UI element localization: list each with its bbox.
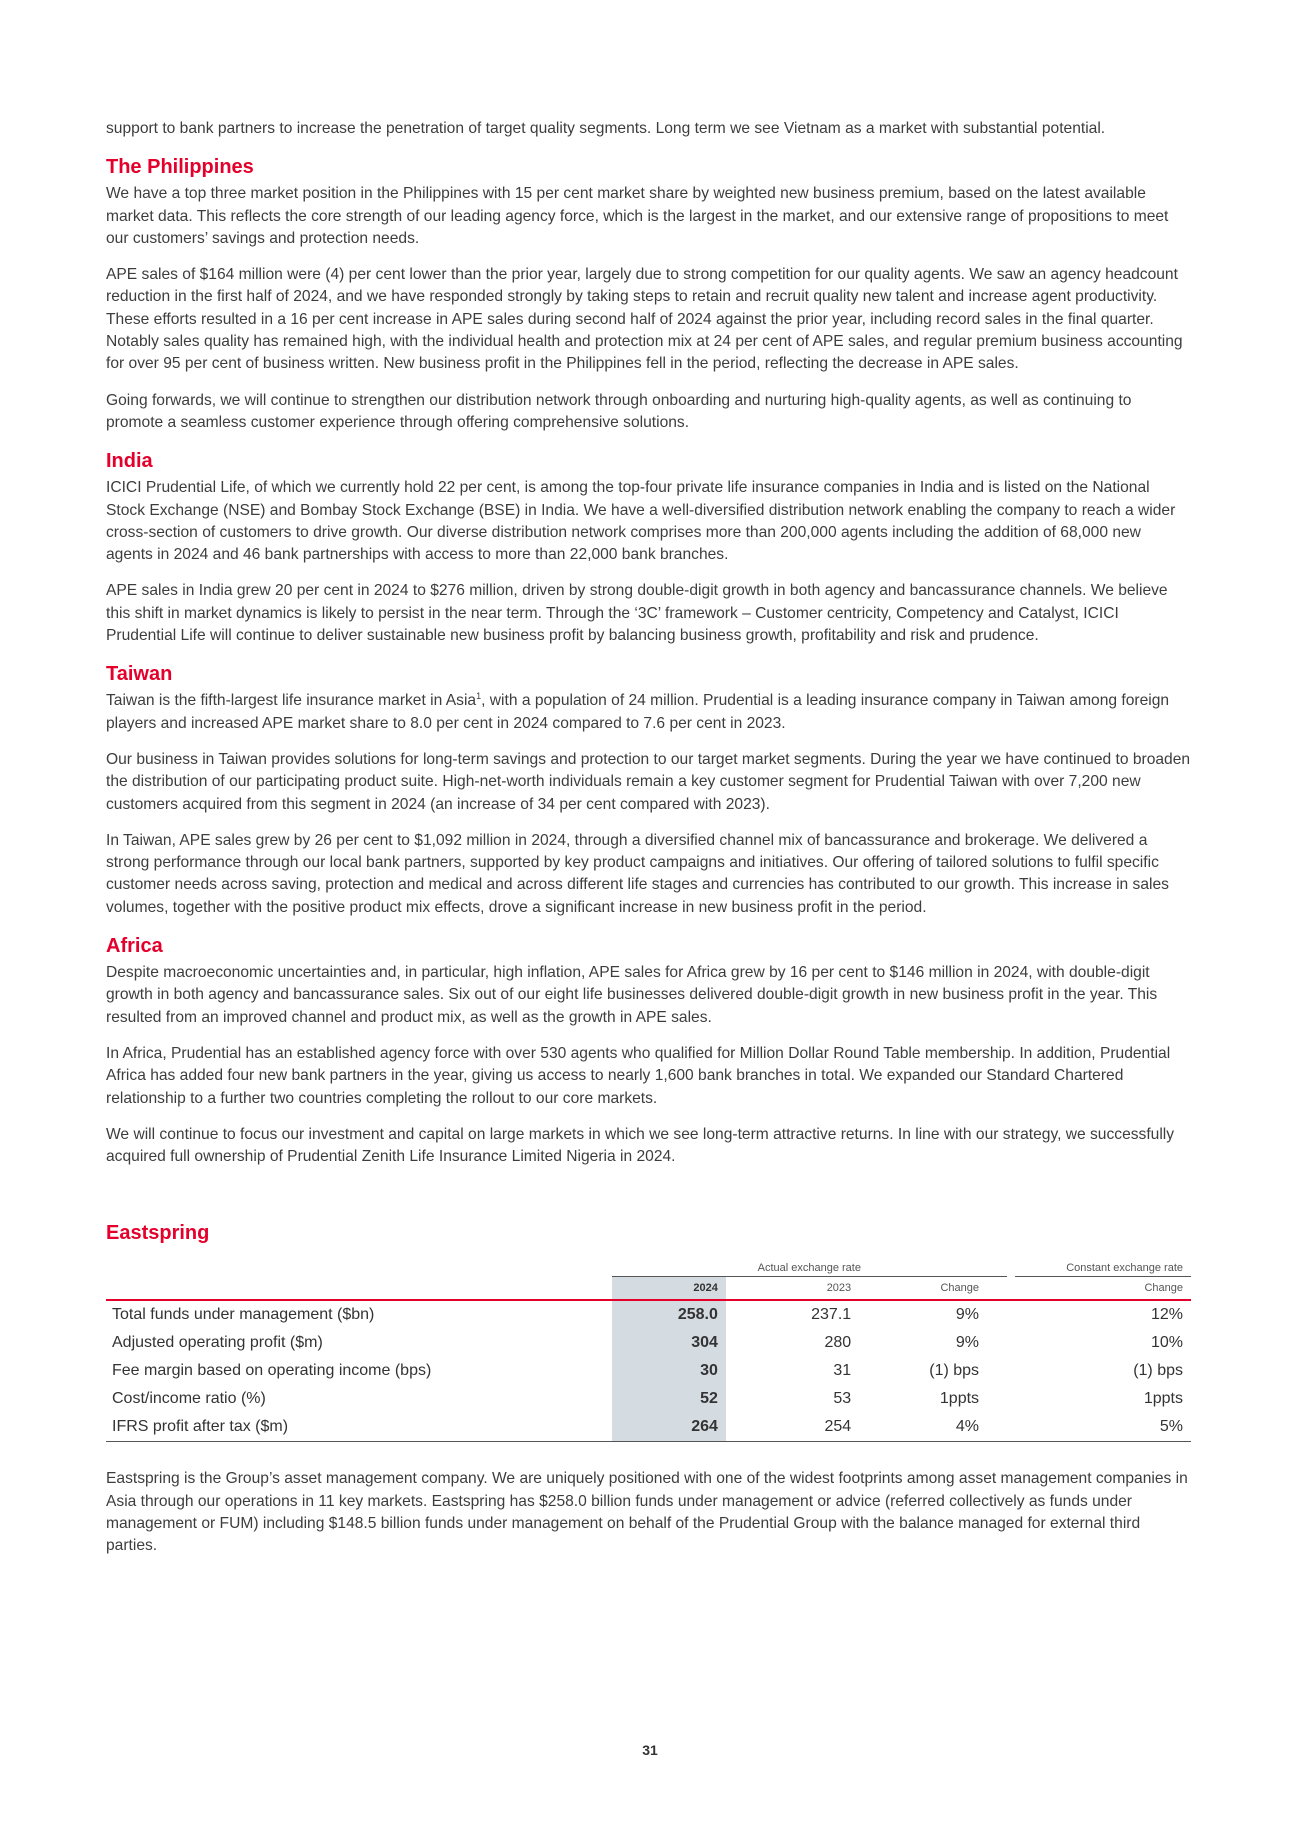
philippines-heading: The Philippines: [106, 156, 254, 179]
row-change: 4%: [865, 1413, 1007, 1442]
africa-heading: Africa: [106, 935, 163, 958]
group-constant-exchange-rate: Constant exchange rate: [1015, 1254, 1191, 1277]
table-row: [106, 1413, 1191, 1442]
row-2024-value: 304: [612, 1329, 726, 1357]
col-constant-change-header: Change: [1015, 1277, 1191, 1301]
table-row: [106, 1300, 1191, 1329]
row-change: 9%: [955, 1306, 980, 1324]
row-change: 1ppts: [939, 1390, 980, 1408]
table-column-header: [106, 1277, 1191, 1301]
row-2023-value: 280: [824, 1334, 852, 1352]
group-actual-exchange-rate: Actual exchange rate: [612, 1254, 1007, 1277]
page-number: 31: [642, 1742, 658, 1758]
row-change: 9%: [955, 1334, 980, 1352]
table-row: [106, 1357, 1191, 1385]
row-2024-value: 30: [612, 1357, 726, 1385]
taiwan-paragraph-1: [106, 690, 1191, 735]
intro-paragraph: support to bank partners to increase the penetration of target quality segments. Long term we see Vietnam as a market with substantial potential.: [106, 120, 1106, 137]
india-paragraph-2: APE sales in India grew 20 per cent in 2024 to $276 million, driven by strong double-digit growth in both agency and bancassurance channels. We believe this shift in market dynamics is likely to persist in the near term. Through the ‘3C’ framework – Customer centricity, Competency and Catalyst, ICICI Prudential Life will continue to deliver sustainable new business profit by balancing business growth, profitability and risk and prudence.: [106, 582, 1168, 645]
table-row: [106, 1329, 1191, 1357]
row-constant-change: 10%: [1150, 1334, 1183, 1352]
row-label: IFRS profit after tax ($m): [106, 1413, 612, 1442]
india-paragraph-1: ICICI Prudential Life, of which we currently hold 22 per cent, is among the top-four private life insurance companies in India and is listed on the National Stock Exchange (NSE) and Bombay Stock Exchange (BSE) in India. We have a well-diversified distribution network enabling the company to reach a wider cross-section of customers to drive growth. Our diverse distribution network comprises more than 200,000 agents including the addition of 68,000 new agents in 2024 and 46 bank partnerships with access to more than 22,000 bank branches.: [106, 479, 1176, 564]
row-constant-change: 5%: [1015, 1413, 1191, 1442]
row-label: Fee margin based on operating income (bps): [112, 1362, 432, 1380]
col-2024-header: 2024: [612, 1277, 726, 1301]
row-constant-change: (1) bps: [1133, 1362, 1183, 1380]
row-2023-value: 31: [833, 1362, 852, 1380]
page-content: [106, 118, 1191, 1572]
row-2024-value: 258.0: [612, 1300, 726, 1329]
row-2024-value: 52: [612, 1385, 726, 1413]
row-label: Total funds under management ($bn): [112, 1306, 375, 1324]
taiwan-p1-text-cont: , with a population of 24 million. Prudential is a leading insurance company in Taiwan among foreign players and increased APE market share to 8.0 per cent in 2024 compared to 7.6 per cent in 2023.: [106, 692, 1170, 732]
row-2023-value: 254: [726, 1413, 865, 1442]
india-heading: India: [106, 450, 153, 473]
footnote-marker: 1: [476, 691, 482, 702]
row-change: (1) bps: [929, 1362, 980, 1380]
taiwan-p1-text: Taiwan is the fifth-largest life insurance market in Asia: [106, 692, 477, 710]
table-group-header: [106, 1254, 1191, 1277]
africa-paragraph-2: In Africa, Prudential has an established agency force with over 530 agents who qualified for Million Dollar Round Table membership. In addition, Prudential Africa has added four new bank partners in the year, giving us access to nearly 1,600 bank branches in total. We expanded our Standard Chartered relationship to a further two countries completing the rollout to our core markets.: [106, 1044, 1171, 1107]
table-row: [106, 1385, 1191, 1413]
taiwan-paragraph-2: Our business in Taiwan provides solutions for long-term savings and protection to our target market segments. During the year we have continued to broaden the distribution of our participating product suite. High-net-worth individuals remain a key customer segment for Prudential Taiwan with over 7,200 new customers acquired from this segment in 2024 (an increase of 34 per cent compared with 2023).: [106, 750, 1191, 813]
taiwan-heading: Taiwan: [106, 663, 173, 686]
philippines-paragraph-3: Going forwards, we will continue to strengthen our distribution network through onboarding and nurturing high-quality agents, as well as continuing to promote a seamless customer experience through offering comprehensive solutions.: [106, 391, 1132, 431]
row-label: Cost/income ratio (%): [112, 1390, 266, 1408]
row-2024-value: 264: [612, 1413, 726, 1442]
row-constant-change: 1ppts: [1143, 1390, 1183, 1408]
row-2023-value: 237.1: [811, 1306, 852, 1324]
eastspring-table: [106, 1254, 1191, 1442]
eastspring-heading: Eastspring: [106, 1222, 210, 1245]
taiwan-paragraph-3: In Taiwan, APE sales grew by 26 per cent to $1,092 million in 2024, through a diversified channel mix of bancassurance and brokerage. We delivered a strong performance through our local bank partners, supported by key product campaigns and initiatives. Our offering of tailored solutions to fulfil specific customer needs across saving, protection and medical and across different life stages and currencies has contributed to our growth. This increase in sales volumes, together with the positive product mix effects, drove a significant increase in new business profit in the period.: [106, 831, 1169, 916]
col-change-header: Change: [865, 1277, 1007, 1301]
eastspring-paragraph: Eastspring is the Group’s asset management company. We are uniquely positioned with one of the widest footprints among asset management companies in Asia through our operations in 11 key markets. Eastspring has $258.0 billion funds under management or advice (referred collectively as funds under management or FUM) including $148.5 billion funds under management on behalf of the Prudential Group with the balance managed for external third parties.: [106, 1470, 1188, 1555]
philippines-paragraph-1: We have a top three market position in the Philippines with 15 per cent market share by weighted new business premium, based on the latest available market data. This reflects the core strength of our leading agency force, which is the largest in the market, and our extensive range of propositions to meet our customers’ savings and protection needs.: [106, 185, 1169, 247]
row-constant-change: 12%: [1150, 1306, 1183, 1324]
africa-paragraph-1: Despite macroeconomic uncertainties and, in particular, high inflation, APE sales for Africa grew by 16 per cent to $146 million in 2024, with double-digit growth in both agency and bancassurance sales. Six out of our eight life businesses delivered double-digit growth in new business profit in the year. This resulted from an improved channel and product mix, as well as the growth in APE sales.: [106, 964, 1158, 1026]
africa-paragraph-3: We will continue to focus our investment and capital on large markets in which we see long-term attractive returns. In line with our strategy, we successfully acquired full ownership of Prudential Zenith Life Insurance Limited Nigeria in 2024.: [106, 1125, 1175, 1166]
row-2023-value: 53: [833, 1390, 852, 1408]
philippines-paragraph-2: APE sales of $164 million were (4) per cent lower than the prior year, largely due to strong competition for our quality agents. We saw an agency headcount reduction in the first half of 2024, and we have responded strongly by taking steps to retain and recruit quality new talent and increase agent productivity. These efforts resulted in a 16 per cent increase in APE sales during second half of 2024 against the prior year, including record sales in the final quarter. Notably sales quality has remained high, with the individual health and protection mix at 24 per cent of APE sales, and regular premium business accounting for over 95 per cent of business written. New business profit in the Philippines fell in the period, reflecting the decrease in APE sales.: [106, 266, 1183, 373]
row-label: Adjusted operating profit ($m): [112, 1334, 323, 1352]
col-2023-header: 2023: [726, 1277, 865, 1301]
